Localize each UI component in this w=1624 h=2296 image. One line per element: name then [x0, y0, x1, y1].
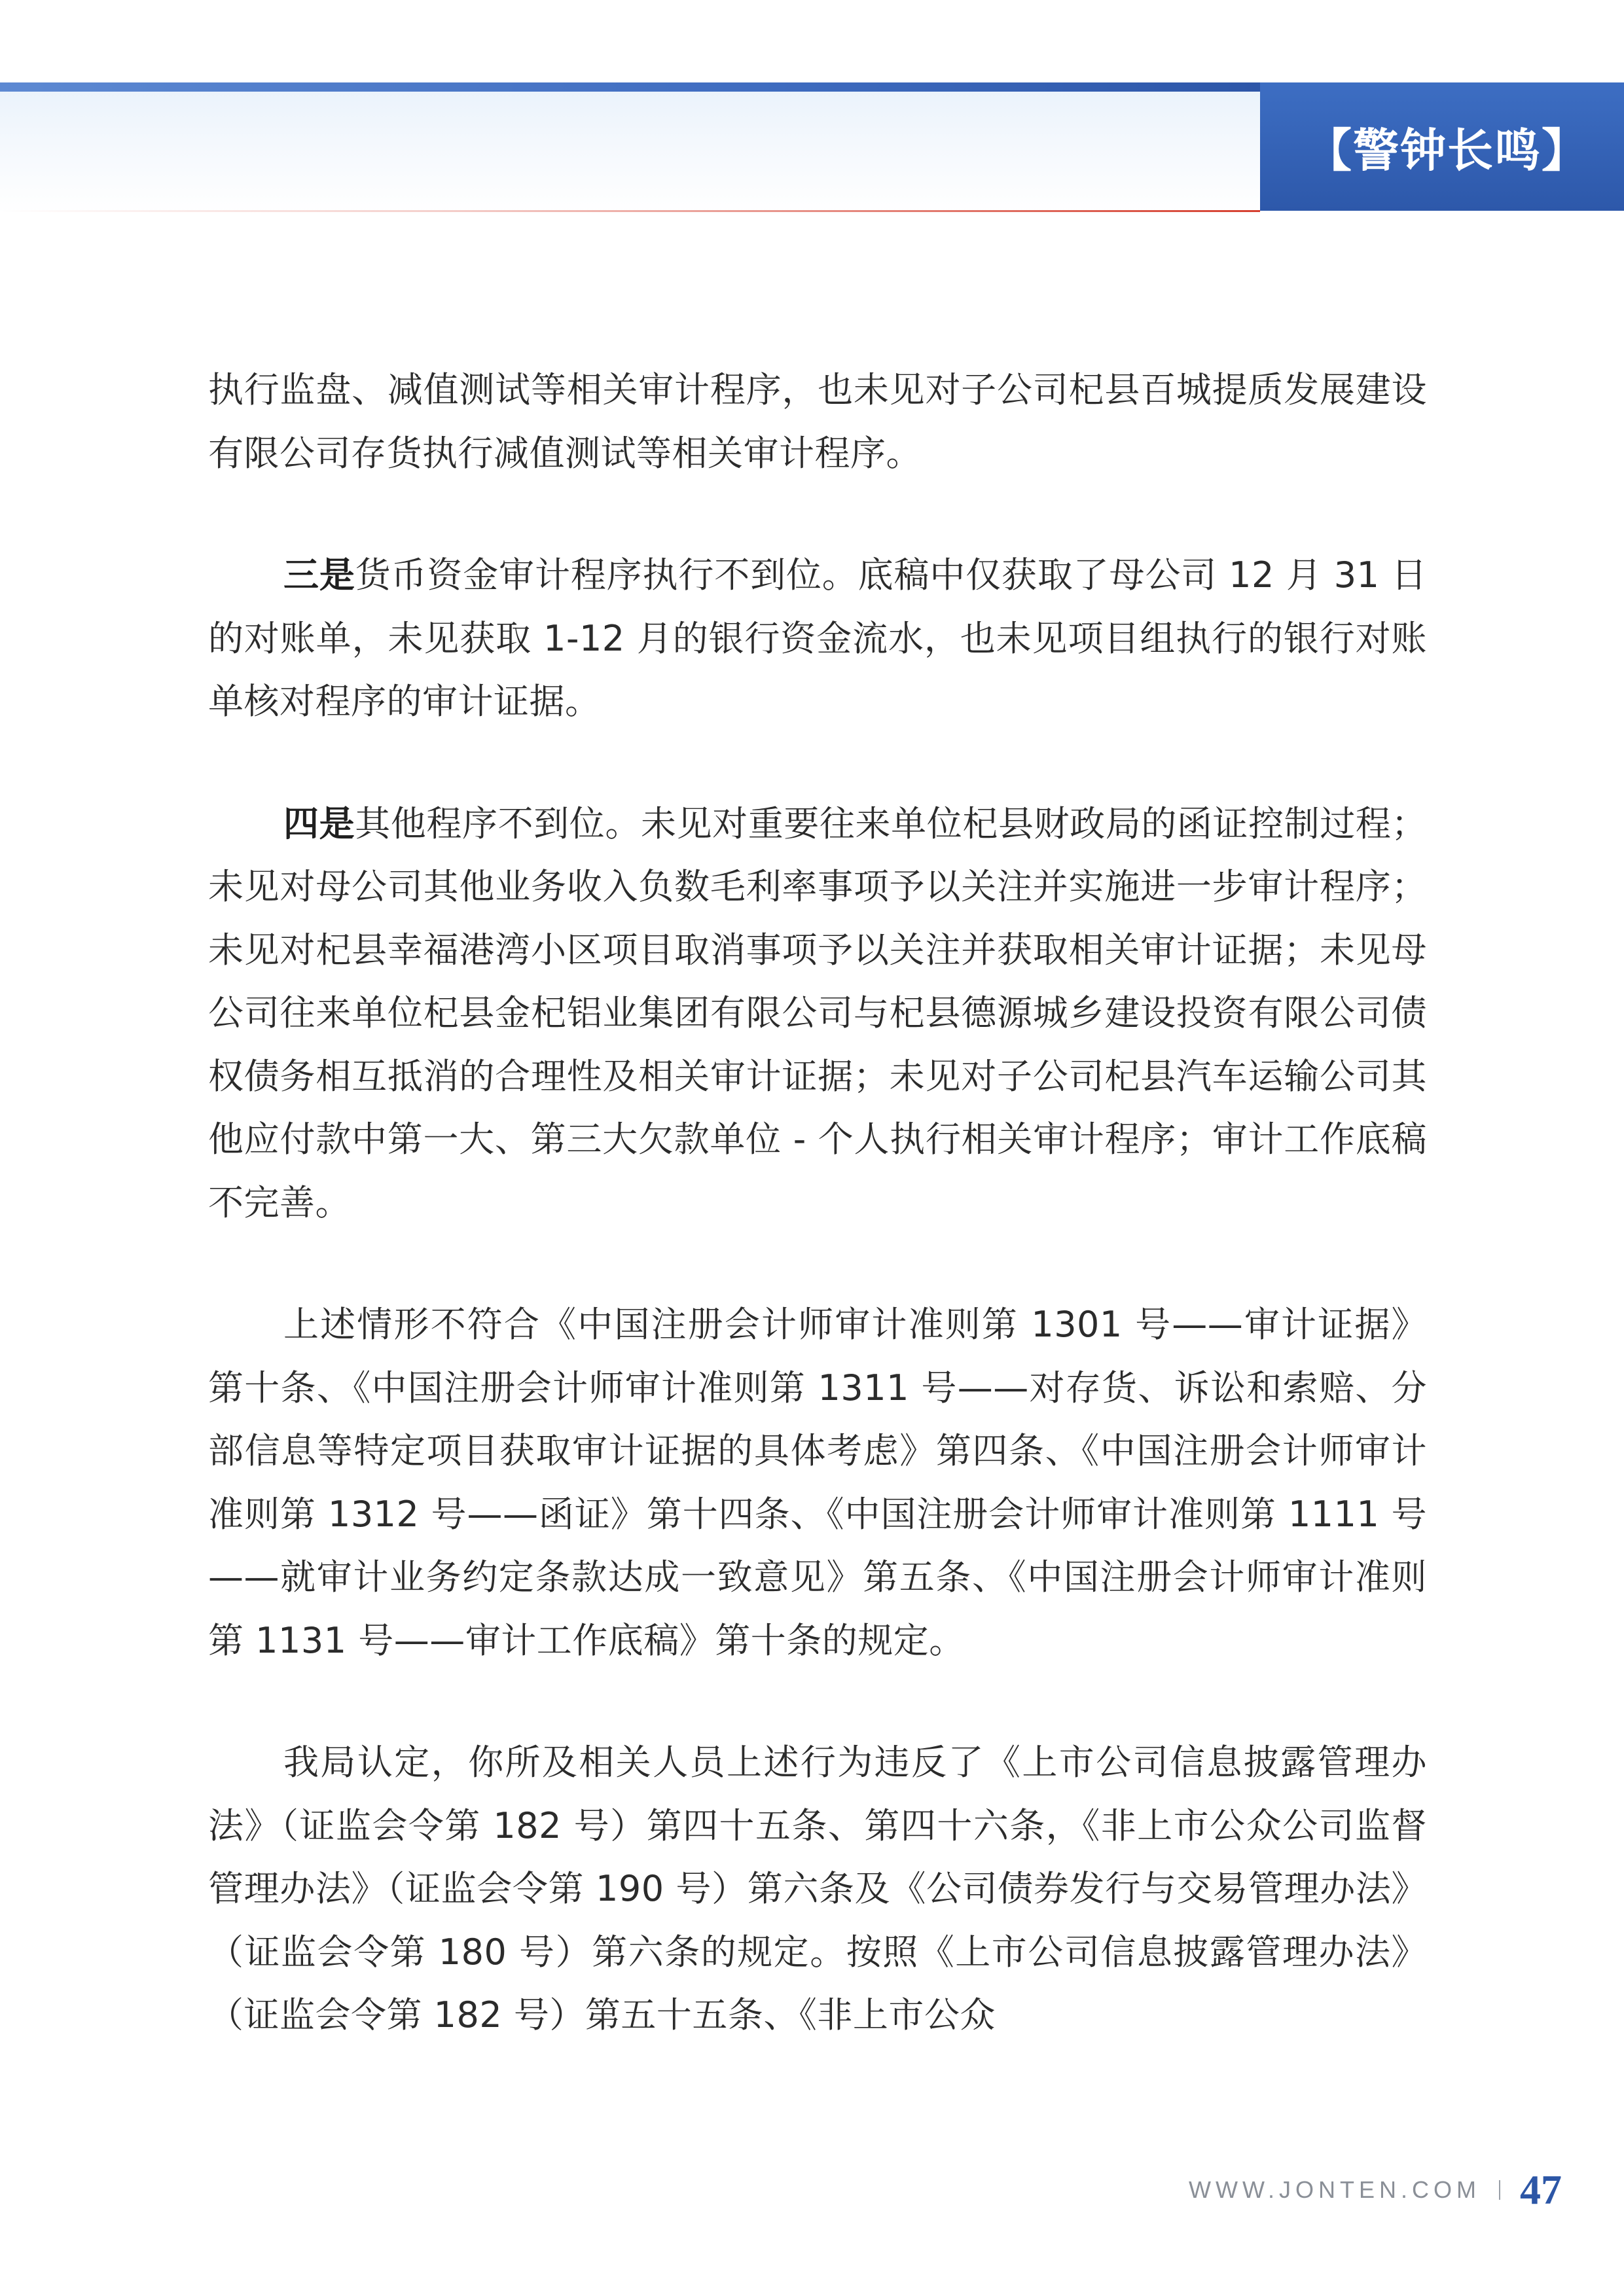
paragraph-2-text: 货币资金审计程序执行不到位。底稿中仅获取了母公司 12 月 31 日的对账单，未见获取 1-12 月的银行资金流水，也未见项目组执行的银行对账单核对程序的审计证据。 [208, 554, 1428, 722]
page-footer [1189, 2164, 1562, 2216]
footer-divider [1499, 2180, 1500, 2200]
header-bottom-rule [0, 210, 1260, 212]
paragraph-3-lead: 四是 [283, 802, 355, 844]
paragraph-3 [208, 793, 1427, 1235]
paragraph-3-text: 其他程序不到位。未见对重要往来单位杞县财政局的函证控制过程；未见对母公司其他业务收入负数毛利率事项予以关注并实施进一步审计程序；未见对杞县幸福港湾小区项目取消事项予以关注并获取相关审计证据；未见母公司往来单位杞县金杞铝业集团有限公司与杞县德源城乡建设投资有限公司债权债务相互抵消的合理性及相关审计证据；未见对子公司杞县汽车运输公司其他应付款中第一大、第三大欠款单位 - 个人执行相关审计程序；审计工作底稿不完善。 [208, 802, 1428, 1223]
paragraph-4: 上述情形不符合《中国注册会计师审计准则第 1301 号——审计证据》第十条、《中国注册会计师审计准则第 1311 号——对存货、诉讼和索赔、分部信息等特定项目获取审计证据的具体考虑》第四条、《中国注册会计师审计准则第 1312 号——函证》第十四条、《中国注册会计师审计准则第 1111 号——就审计业务约定条款达成一致意见》第五条、《中国注册会计师审计准则第 1131 号——审计工作底稿》第十条的规定。 [208, 1304, 1427, 1661]
footer-website: WWW.JONTEN.COM [1189, 2176, 1481, 2203]
header-top-rule [0, 82, 1260, 92]
page-number: 47 [1520, 2166, 1562, 2213]
section-tab-title: 【警钟长鸣】 [1306, 123, 1589, 177]
article-body [208, 359, 1427, 2047]
paragraph-2-lead: 三是 [283, 554, 355, 596]
paragraph-1: 执行监盘、减值测试等相关审计程序，也未见对子公司杞县百城提质发展建设有限公司存货执行减值测试等相关审计程序。 [208, 369, 1427, 474]
header-band [0, 82, 1260, 213]
paragraph-2 [208, 544, 1427, 734]
section-tab [1260, 82, 1624, 211]
paragraph-5: 我局认定，你所及相关人员上述行为违反了《上市公司信息披露管理办法》（证监会令第 182 号）第四十五条、第四十六条，《非上市公众公司监督管理办法》（证监会令第 190 号）第六条及《公司债券发行与交易管理办法》（证监会令第 180 号）第六条的规定。按照《上市公司信息披露管理办法》（证监会令第 182 号）第五十五条、《非上市公众 [208, 1742, 1427, 2036]
